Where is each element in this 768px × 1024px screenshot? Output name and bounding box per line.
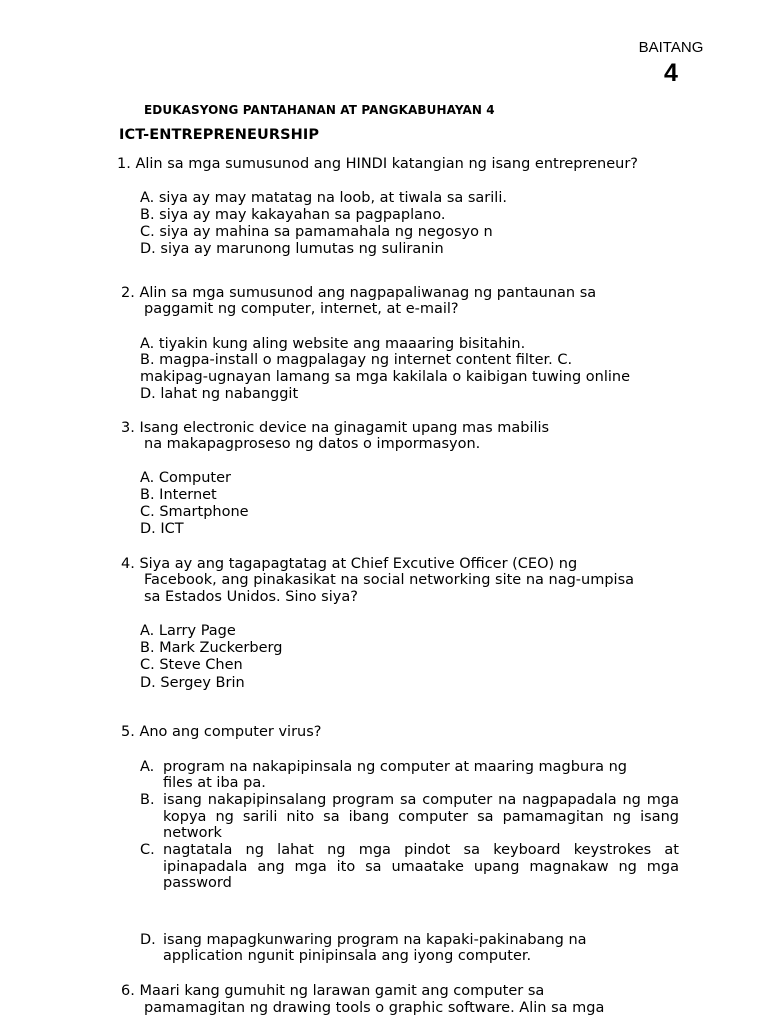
question-5-choice-a-line-1: program na nakapipinsala ng computer at maaring magbura ng <box>163 759 627 775</box>
question-5-choice-c-text: nagtatala ng lahat ng mga pindot sa keyboard keystrokes at ipinapadala ang mga ito sa umaatake upang magnakaw ng mga password <box>163 842 679 891</box>
question-5-choice-d-line-2: application ngunit pinipinsala ang iyong computer. <box>163 948 532 964</box>
question-1-choice-d: D. siya ay marunong lumutas ng suliranin <box>140 241 444 257</box>
question-1-choice-a: A. siya ay may matatag na loob, at tiwala sa sarili. <box>140 190 507 206</box>
question-4-choice-b: B. Mark Zuckerberg <box>140 640 283 656</box>
question-5-choice-b-text: isang nakapipinsalang program sa computer na nagpapadala ng mga kopya ng sarili nito sa ibang computer sa pamamagitan ng isang network <box>163 792 679 841</box>
question-5-choice-a-letter: A. <box>140 759 155 775</box>
question-3-choice-a: A. Computer <box>140 470 231 486</box>
question-2-choice-a: A. tiyakin kung aling website ang maaaring bisitahin. <box>140 336 526 352</box>
question-2-stem-line-1: 2. Alin sa mga sumusunod ang nagpapaliwanag ng pantaunan sa <box>121 285 597 301</box>
question-4-stem-line-1: 4. Siya ay ang tagapagtatag at Chief Excutive Officer (CEO) ng <box>121 556 578 572</box>
question-5-stem: 5. Ano ang computer virus? <box>121 724 322 740</box>
question-5-choice-a-line-2: files at iba pa. <box>163 775 266 791</box>
question-3-choice-b: B. Internet <box>140 487 217 503</box>
question-2-choice-c: makipag-ugnayan lamang sa mga kakilala o kaibigan tuwing online <box>140 369 631 385</box>
subject-title: EDUKASYONG PANTAHANAN AT PANGKABUHAYAN 4 <box>144 103 495 117</box>
question-1-choice-b: B. siya ay may kakayahan sa pagpaplano. <box>140 207 446 223</box>
question-1-choice-c: C. siya ay mahina sa pamamahala ng negosyo n <box>140 224 493 240</box>
question-2-stem-line-2: paggamit ng computer, internet, at e-mail? <box>144 301 459 317</box>
question-4-choice-d: D. Sergey Brin <box>140 675 245 691</box>
question-3-choice-c: C. Smartphone <box>140 504 249 520</box>
question-2-choice-d: D. lahat ng nabanggit <box>140 386 299 402</box>
question-4-stem-line-3: sa Estados Unidos. Sino siya? <box>144 589 358 605</box>
grade-label: BAITANG <box>638 39 704 56</box>
question-5-choice-d-letter: D. <box>140 932 156 948</box>
question-5-choice-b-letter: B. <box>140 792 155 808</box>
topic-title: ICT-ENTREPRENEURSHIP <box>119 127 320 143</box>
question-4-stem-line-2: Facebook, ang pinakasikat na social networking site na nag-umpisa <box>144 572 635 588</box>
question-5-choice-c-letter: C. <box>140 842 155 858</box>
question-3-choice-d: D. ICT <box>140 521 184 537</box>
question-4-choice-c: C. Steve Chen <box>140 657 243 673</box>
question-4-choice-a: A. Larry Page <box>140 623 236 639</box>
question-3-stem-line-1: 3. Isang electronic device na ginagamit upang mas mabilis <box>121 420 550 436</box>
question-2-choice-b: B. magpa-install o magpalagay ng internet content filter. C. <box>140 352 573 368</box>
question-3-stem-line-2: na makapagproseso ng datos o impormasyon. <box>144 436 481 452</box>
question-5-choice-d-line-1: isang mapagkunwaring program na kapaki-pakinabang na <box>163 932 587 948</box>
question-6-stem-line-1: 6. Maari kang gumuhit ng larawan gamit ang computer sa <box>121 983 545 999</box>
question-6-stem-line-2: pamamagitan ng drawing tools o graphic software. Alin sa mga <box>144 1000 605 1016</box>
question-1-stem: 1. Alin sa mga sumusunod ang HINDI katangian ng isang entrepreneur? <box>117 156 639 172</box>
grade-number: 4 <box>664 59 678 87</box>
